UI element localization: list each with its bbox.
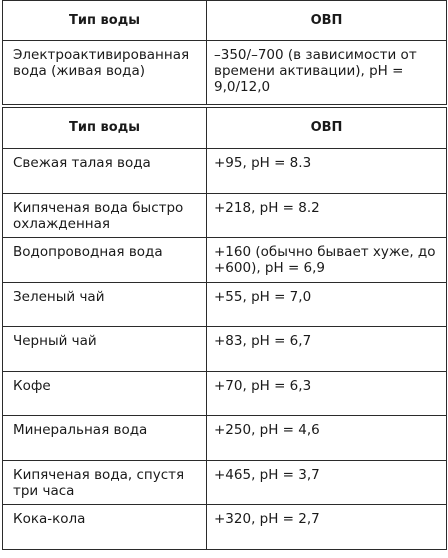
- water-type-cell: Водопроводная вода: [3, 238, 207, 283]
- column-header-water-type: Тип воды: [3, 108, 207, 149]
- water-type-cell: Электроактивированная вода (живая вода): [3, 41, 207, 105]
- table-row: [3, 282, 447, 327]
- orp-value-cell: +70, pH = 6,3: [207, 371, 447, 416]
- orp-value-cell: +160 (обычно бывает хуже, до +600), pH = 6,9: [207, 238, 447, 283]
- water-type-cell: Минеральная вода: [3, 416, 207, 461]
- orp-value-cell: +250, pH = 4,6: [207, 416, 447, 461]
- table-row: [3, 416, 447, 461]
- water-type-cell: Кока-кола: [3, 505, 207, 550]
- table-row: [3, 505, 447, 550]
- orp-value-cell: +83, pH = 6,7: [207, 327, 447, 372]
- orp-value-cell: +465, pH = 3,7: [207, 460, 447, 505]
- column-header-orp: ОВП: [207, 1, 447, 41]
- table-row: [3, 41, 447, 105]
- water-type-cell: Зеленый чай: [3, 282, 207, 327]
- table-row: [3, 460, 447, 505]
- water-type-cell: Кипяченая вода, спустя три часа: [3, 460, 207, 505]
- water-type-cell: Черный чай: [3, 327, 207, 372]
- table-row: [3, 327, 447, 372]
- table-header-row: [3, 1, 447, 41]
- orp-value-cell: +320, pH = 2,7: [207, 505, 447, 550]
- water-type-cell: Кофе: [3, 371, 207, 416]
- table-row: [3, 193, 447, 238]
- water-type-cell: Кипяченая вода быстро охлажденная: [3, 193, 207, 238]
- table-row: [3, 371, 447, 416]
- orp-value-cell: +95, pH = 8.3: [207, 149, 447, 194]
- column-header-orp: ОВП: [207, 108, 447, 149]
- orp-value-cell: +218, pH = 8.2: [207, 193, 447, 238]
- table-row: [3, 149, 447, 194]
- table-row: [3, 238, 447, 283]
- table-header-row: [3, 108, 447, 149]
- orp-value-cell: +55, pH = 7,0: [207, 282, 447, 327]
- ovp-table-common-drinks: [2, 107, 447, 550]
- column-header-water-type: Тип воды: [3, 1, 207, 41]
- ovp-table-electroactivated: [2, 0, 447, 105]
- water-type-cell: Свежая талая вода: [3, 149, 207, 194]
- orp-value-cell: –350/–700 (в зависимости от времени активации), pH = 9,0/12,0: [207, 41, 447, 105]
